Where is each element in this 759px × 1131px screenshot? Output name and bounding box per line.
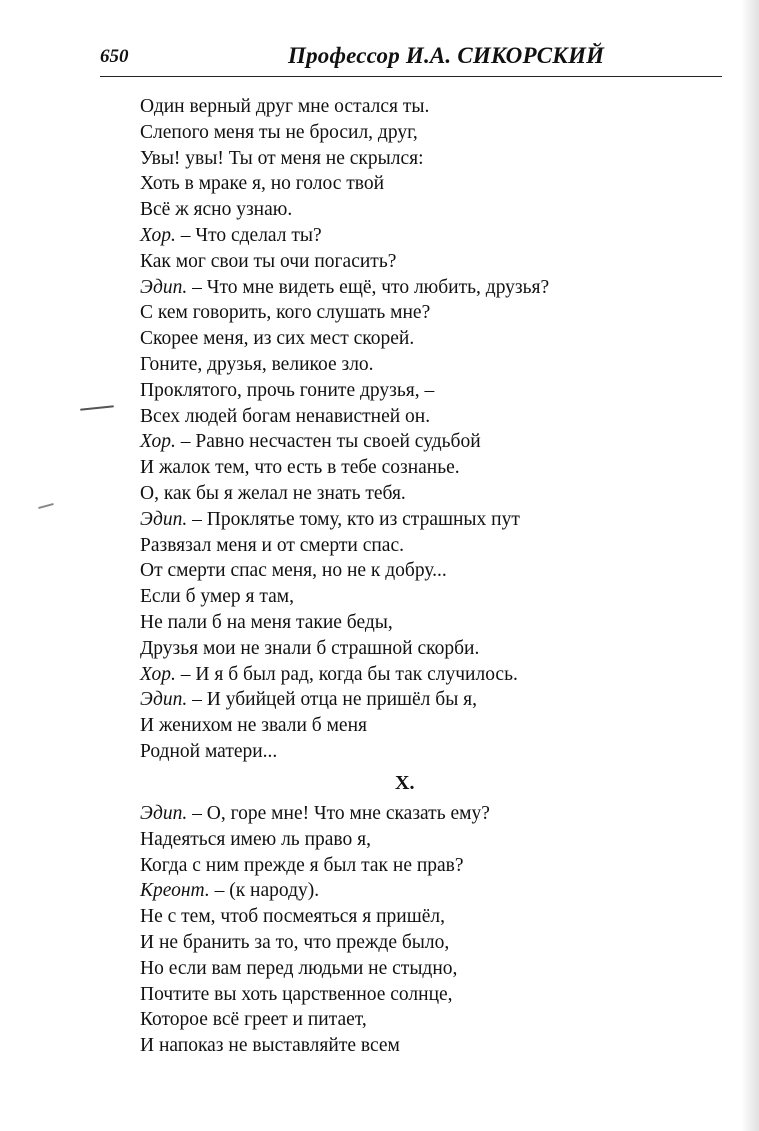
- verse-line: [140, 429, 700, 455]
- verse-text: Друзья мои не знали б страшной скорби.: [140, 637, 480, 659]
- verse-text: Родной матери...: [140, 740, 278, 762]
- running-head: [100, 43, 722, 77]
- verse-text: Но если вам перед людьми не стыдно,: [140, 957, 458, 979]
- verse-text: Скорее меня, из сих мест скорей.: [140, 328, 415, 350]
- verse-text: Увы! увы! Ты от меня не скрылся:: [140, 147, 424, 169]
- verse-text: И не бранить за то, что прежде было,: [140, 931, 450, 953]
- verse-line: [140, 352, 700, 378]
- verse-line: [140, 878, 700, 904]
- verse-line: [140, 94, 700, 120]
- verse-line: [140, 558, 700, 584]
- verse-line: [140, 1033, 700, 1059]
- verse-text: – Проклятье тому, кто из страшных пут: [187, 508, 520, 530]
- verse-text: Развязал меня и от смерти спас.: [140, 534, 404, 556]
- verse-line: [140, 636, 700, 662]
- verse-line: [140, 713, 700, 739]
- verse-line: [140, 827, 700, 853]
- speaker-name: Хор.: [140, 431, 176, 453]
- verse-text: Всех людей богам ненавистней он.: [140, 405, 431, 427]
- page-spine-shadow: [741, 0, 759, 1131]
- verse-text: Гоните, друзья, великое зло.: [140, 353, 374, 375]
- verse-text: Хоть в мраке я, но голос твой: [140, 173, 385, 195]
- verse-text: – И я б был рад, когда бы так случилось.: [175, 663, 518, 685]
- verse-line: [140, 853, 700, 879]
- verse-text: Надеяться имею ль право я,: [140, 828, 371, 850]
- verse-text: Если б умер я там,: [140, 586, 294, 608]
- verse-line: [140, 275, 700, 301]
- section-heading: X.: [395, 772, 415, 794]
- verse-line: [140, 533, 700, 559]
- verse-line: [140, 662, 700, 688]
- verse-text: Слепого меня ты не бросил, друг,: [140, 121, 418, 143]
- speaker-name: Эдип.: [140, 508, 188, 530]
- verse-text: Не пали б на меня такие беды,: [140, 611, 393, 633]
- verse-line: [140, 326, 700, 352]
- speaker-name: Эдип.: [140, 276, 188, 298]
- speaker-name: Хор.: [140, 663, 176, 685]
- verse-line: [140, 197, 700, 223]
- verse-line: [140, 300, 700, 326]
- verse-text: – Что мне видеть ещё, что любить, друзья?: [187, 276, 550, 298]
- verse-line: [140, 171, 700, 197]
- verse-line: [140, 982, 700, 1008]
- verse-line: [140, 507, 700, 533]
- verse-line: [140, 404, 700, 430]
- verse-text: И женихом не звали б меня: [140, 715, 367, 737]
- page-number: 650: [100, 46, 129, 67]
- speaker-name: Эдип.: [140, 689, 188, 711]
- verse-line: [140, 481, 700, 507]
- verse-text: С кем говорить, кого слушать мне?: [140, 302, 431, 324]
- stray-pencil-mark: [80, 405, 114, 411]
- verse-text: И жалок тем, что есть в тебе сознанье.: [140, 457, 460, 479]
- speaker-name: Хор.: [140, 224, 176, 246]
- verse-line: [140, 904, 700, 930]
- verse-block: [140, 801, 700, 1059]
- verse-line: [140, 146, 700, 172]
- verse-text: – Равно несчастен ты своей судьбой: [175, 431, 481, 453]
- verse-text: О, как бы я желал не знать тебя.: [140, 482, 406, 504]
- verse-text: Всё ж ясно узнаю.: [140, 199, 293, 221]
- speaker-name: Креонт.: [140, 880, 210, 902]
- verse-text: – И убийцей отца не пришёл бы я,: [187, 689, 478, 711]
- verse-line: [140, 801, 700, 827]
- verse-line: [140, 378, 700, 404]
- verse-text: Проклятого, прочь гоните друзья, –: [140, 379, 435, 401]
- verse-text: – Что сделал ты?: [175, 224, 322, 246]
- verse-line: [140, 584, 700, 610]
- verse-line: [140, 120, 700, 146]
- verse-text: Как мог свои ты очи погасить?: [140, 250, 397, 272]
- verse-line: [140, 455, 700, 481]
- verse-text: Которое всё греет и питает,: [140, 1009, 367, 1031]
- verse-text: Один верный друг мне остался ты.: [140, 96, 430, 117]
- verse-line: [140, 687, 700, 713]
- stray-pencil-mark: [38, 503, 54, 509]
- verse-text: От смерти спас меня, но не к добру...: [140, 560, 447, 582]
- verse-text: Не с тем, чтоб посмеяться я пришёл,: [140, 906, 445, 928]
- verse-line: [140, 249, 700, 275]
- verse-line: [140, 610, 700, 636]
- verse-line: [140, 956, 700, 982]
- verse-line: [140, 739, 700, 765]
- verse-line: [140, 930, 700, 956]
- verse-text: – О, горе мне! Что мне сказать ему?: [187, 803, 490, 824]
- verse-text: Почтите вы хоть царственное солнце,: [140, 983, 453, 1005]
- speaker-name: Эдип.: [140, 803, 188, 824]
- verse-text: И напоказ не выставляйте всем: [140, 1035, 400, 1057]
- verse-block: [140, 94, 700, 765]
- verse-text: – (к народу).: [209, 880, 320, 902]
- verse-line: [140, 1007, 700, 1033]
- verse-line: [140, 223, 700, 249]
- running-title: Профессор И.А. СИКОРСКИЙ: [288, 43, 605, 68]
- verse-text: Когда с ним прежде я был так не прав?: [140, 854, 464, 876]
